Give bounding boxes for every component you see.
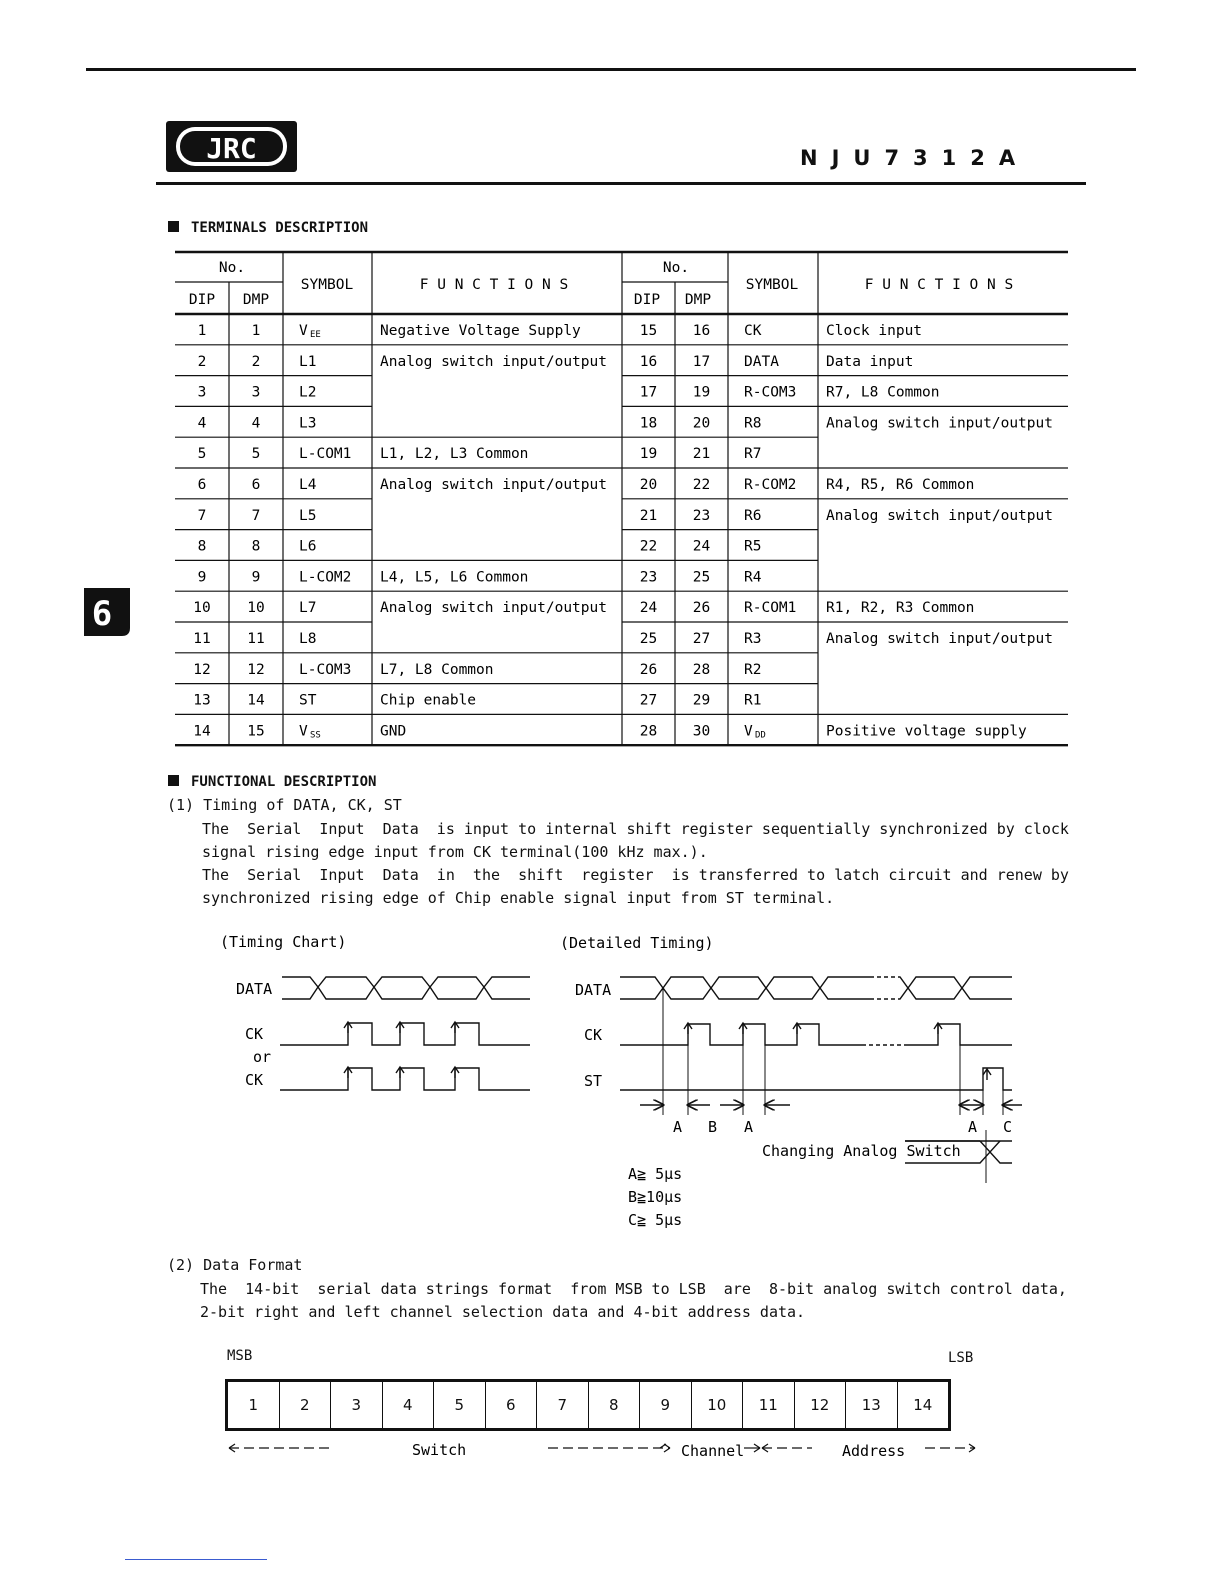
dt-c-label: C [1003, 1118, 1013, 1136]
dt-st-label: ST [584, 1072, 603, 1090]
grp-switch-label: Switch [412, 1441, 467, 1459]
terminal-dip: 7 [197, 507, 207, 524]
terminal-dip: 27 [639, 692, 658, 709]
tc-data-label: DATA [236, 980, 273, 998]
terminal-dmp: 8 [251, 538, 261, 555]
lsb-label: LSB [948, 1350, 974, 1366]
terminal-symbol: V [744, 723, 753, 740]
terminal-dip: 22 [639, 538, 658, 555]
terminal-function: L1, L2, L3 Common [380, 446, 529, 463]
terminal-dip: 24 [639, 600, 658, 617]
item1-title: (1) Timing of DATA, CK, ST [167, 796, 402, 814]
terminal-symbol-subscript: EE [310, 330, 321, 340]
terminal-dmp: 10 [247, 600, 265, 617]
terminal-symbol: R-COM2 [744, 477, 797, 493]
terminal-function: Analog switch input/output [826, 507, 1053, 524]
footer-link-rule [125, 1559, 267, 1560]
item1-para1-line1: The Serial Input Data is input to internal shift register sequentially synchronized by clock [202, 820, 1069, 838]
terminal-function: R4, R5, R6 Common [826, 477, 975, 493]
terminal-symbol: CK [744, 323, 762, 339]
terminal-dip: 3 [197, 384, 207, 401]
terminal-dip: 28 [639, 723, 658, 740]
terminal-symbol: L3 [299, 415, 317, 432]
terminal-symbol: L7 [299, 600, 317, 617]
terminal-dip: 17 [639, 384, 658, 401]
terminal-dip: 5 [197, 446, 207, 463]
terminal-function: Clock input [826, 323, 923, 339]
grp-channel-label: Channel [681, 1442, 745, 1460]
functional-heading: FUNCTIONAL DESCRIPTION [168, 774, 376, 790]
bit-cell: 12 [794, 1381, 846, 1430]
dt-ck-label: CK [584, 1026, 603, 1044]
grp-address-label: Address [842, 1442, 906, 1460]
terminal-symbol: R6 [744, 507, 762, 524]
terminal-function: GND [380, 723, 407, 740]
terminal-dip: 19 [639, 446, 658, 463]
terminal-dip: 8 [197, 538, 207, 555]
terminal-symbol: L1 [299, 353, 317, 370]
data-format-table [225, 1379, 951, 1431]
terminal-dip: 18 [639, 415, 658, 432]
terminal-dmp: 3 [251, 384, 261, 401]
terminal-dip: 26 [639, 661, 658, 678]
terminal-dmp: 7 [251, 507, 261, 524]
terminal-symbol: R3 [744, 631, 762, 647]
terminal-function: Analog switch input/output [826, 415, 1053, 432]
terminal-dmp: 6 [251, 477, 261, 493]
bit-cell: 4 [382, 1381, 434, 1430]
item2-line2: 2-bit right and left channel selection data and 4-bit address data. [200, 1303, 806, 1321]
terminal-symbol: R8 [744, 415, 762, 432]
terminal-function: Analog switch input/output [380, 477, 607, 493]
terminal-symbol: L4 [299, 477, 317, 493]
bit-cell: 7 [537, 1381, 589, 1430]
hdr-dmp-right: DMP [684, 292, 712, 308]
bullet-square-icon [168, 775, 179, 786]
terminals-heading: TERMINALS DESCRIPTION [168, 220, 368, 236]
hdr-dip-right: DIP [633, 292, 661, 308]
bit-cell: 11 [743, 1381, 795, 1430]
terminal-symbol: R1 [744, 692, 762, 709]
cond-a: A≧ 5μs [628, 1165, 683, 1183]
cond-c: C≧ 5μs [628, 1211, 683, 1229]
terminal-function: Positive voltage supply [826, 723, 1027, 740]
terminal-dip: 12 [193, 661, 211, 678]
item1-para1-line2: signal rising edge input from CK terminal(100 kHz max.). [202, 843, 708, 861]
terminal-symbol: L5 [299, 507, 317, 524]
chapter-number: 6 [91, 594, 113, 634]
terminal-dip: 20 [639, 477, 658, 493]
terminal-dmp: 25 [692, 569, 711, 586]
terminal-dmp: 15 [247, 723, 265, 740]
terminal-symbol-subscript: DD [755, 730, 766, 741]
terminal-dmp: 26 [692, 600, 711, 617]
hdr-dip-left: DIP [188, 292, 216, 308]
timing-diagrams [0, 920, 1224, 1240]
terminal-dmp: 1 [251, 323, 261, 339]
terminal-function: Data input [826, 353, 914, 370]
terminal-dmp: 16 [692, 323, 711, 339]
terminal-dip: 4 [197, 415, 207, 432]
hdr-symbol-left: SYMBOL [300, 277, 354, 293]
terminal-dip: 9 [197, 569, 207, 586]
terminal-symbol: R-COM1 [744, 600, 797, 617]
dt-data-label: DATA [575, 981, 612, 999]
terminal-symbol: R2 [744, 661, 762, 678]
terminal-dmp: 20 [692, 415, 711, 432]
bit-cell: 13 [846, 1381, 898, 1430]
terminal-symbol: R-COM3 [744, 384, 797, 401]
terminal-dmp: 5 [251, 446, 261, 463]
terminal-function: Analog switch input/output [380, 600, 607, 617]
item1-para2-line2: synchronized rising edge of Chip enable signal input from ST terminal. [202, 889, 835, 907]
hdr-no-left: No. [218, 260, 246, 276]
tc-or-label: or [253, 1048, 272, 1066]
hdr-functions-left: F U N C T I O N S [419, 277, 569, 293]
tc-ck2-label: CK [245, 1071, 264, 1089]
terminal-dmp: 30 [692, 723, 711, 740]
tc-ck-label: CK [245, 1025, 264, 1043]
bit-cell: 6 [485, 1381, 537, 1430]
terminal-dmp: 19 [692, 384, 711, 401]
bit-cell: 10 [691, 1381, 743, 1430]
bit-cell: 8 [588, 1381, 640, 1430]
terminals-table [0, 0, 1224, 760]
bit-cell: 2 [279, 1381, 331, 1430]
terminal-dip: 15 [639, 323, 658, 339]
terminal-dmp: 2 [251, 353, 261, 370]
terminal-function: L4, L5, L6 Common [380, 569, 529, 586]
terminal-symbol: R5 [744, 538, 762, 555]
bit-cell: 1 [248, 1396, 259, 1414]
msb-label: MSB [227, 1348, 253, 1364]
terminal-function: Chip enable [380, 692, 477, 709]
item2-line1: The 14-bit serial data strings format from MSB to LSB are 8-bit analog switch control data, [200, 1280, 1067, 1298]
item2-title: (2) Data Format [167, 1256, 303, 1274]
terminal-dmp: 23 [692, 507, 711, 524]
detailed-timing-label: (Detailed Timing) [560, 934, 714, 952]
bit-groups [0, 1435, 1224, 1465]
terminal-symbol: R7 [744, 446, 762, 463]
terminal-dip: 13 [193, 692, 211, 709]
terminal-dmp: 27 [692, 631, 711, 647]
dt-a3-label: A [968, 1118, 978, 1136]
terminal-symbol: L-COM1 [299, 446, 352, 463]
terminal-dip: 2 [197, 353, 207, 370]
terminal-function: L7, L8 Common [380, 661, 494, 678]
dt-b-label: B [708, 1118, 718, 1136]
terminal-symbol: V [299, 723, 308, 740]
terminal-symbol: L6 [299, 538, 317, 555]
terminal-dmp: 17 [692, 353, 711, 370]
terminal-function: R7, L8 Common [826, 384, 940, 401]
terminal-dip: 1 [197, 323, 207, 339]
hdr-symbol-right: SYMBOL [745, 277, 799, 293]
terminal-dip: 23 [639, 569, 658, 586]
terminal-dmp: 22 [692, 477, 711, 493]
bit-cell: 3 [331, 1381, 383, 1430]
terminal-dmp: 21 [692, 446, 711, 463]
terminal-dip: 11 [193, 631, 211, 647]
terminal-dip: 21 [639, 507, 658, 524]
terminal-function: R1, R2, R3 Common [826, 600, 975, 617]
terminal-symbol: L2 [299, 384, 317, 401]
cond-b: B≧10μs [628, 1188, 683, 1206]
dt-a2-label: A [744, 1118, 754, 1136]
terminal-dip: 25 [639, 631, 658, 647]
terminal-dip: 10 [193, 600, 211, 617]
terminal-dmp: 28 [692, 661, 711, 678]
changing-label: Changing Analog Switch [762, 1142, 961, 1160]
hdr-no-right: No. [662, 260, 690, 276]
terminal-symbol: L8 [299, 631, 317, 647]
bit-cell: 14 [897, 1381, 950, 1430]
terminal-function: Negative Voltage Supply [380, 323, 581, 339]
item1-para2-line1: The Serial Input Data in the shift register is transferred to latch circuit and renew by [202, 866, 1069, 884]
logo-text: JRC [206, 132, 257, 165]
dt-a-label: A [673, 1118, 683, 1136]
terminal-symbol: L-COM2 [299, 569, 352, 586]
terminal-function: Analog switch input/output [826, 631, 1053, 647]
terminal-symbol: DATA [744, 353, 779, 370]
terminal-symbol-subscript: SS [310, 730, 321, 741]
bit-cell: 5 [434, 1381, 486, 1430]
terminal-dmp: 4 [251, 415, 261, 432]
terminal-function: Analog switch input/output [380, 353, 607, 370]
terminal-dip: 16 [639, 353, 658, 370]
terminal-symbol: R4 [744, 569, 762, 586]
part-number: NJU7312A [800, 146, 1030, 170]
timing-chart-label: (Timing Chart) [220, 933, 347, 951]
terminal-dmp: 29 [692, 692, 711, 709]
hdr-functions-right: F U N C T I O N S [864, 277, 1014, 293]
terminal-dmp: 14 [247, 692, 265, 709]
hdr-dmp-left: DMP [242, 292, 270, 308]
terminal-symbol: V [299, 323, 308, 339]
bit-cell: 9 [640, 1381, 692, 1430]
terminal-dmp: 12 [247, 661, 265, 678]
terminal-dmp: 9 [251, 569, 261, 586]
terminal-dip: 6 [197, 477, 207, 493]
terminal-dmp: 11 [247, 631, 265, 647]
terminal-symbol: ST [299, 692, 317, 709]
terminal-dip: 14 [193, 723, 211, 740]
terminal-dmp: 24 [692, 538, 711, 555]
terminal-symbol: L-COM3 [299, 661, 352, 678]
